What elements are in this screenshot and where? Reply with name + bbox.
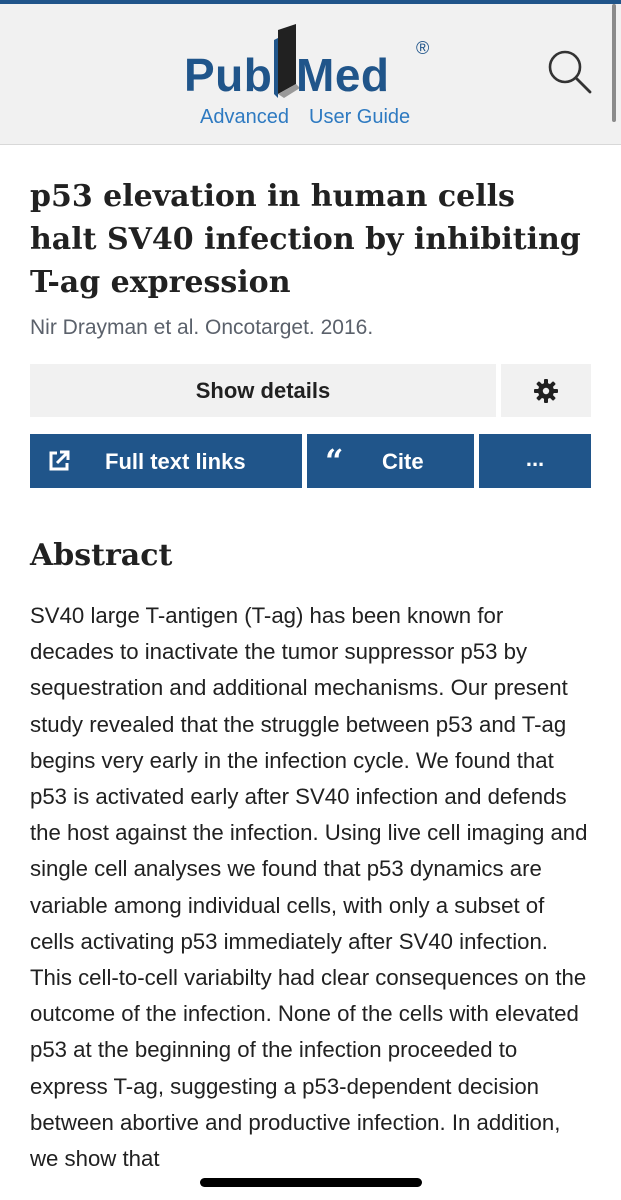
show-details-button[interactable]: Show details <box>30 364 496 417</box>
quote-icon: “ <box>325 442 344 480</box>
search-icon <box>546 48 594 96</box>
article-title: p53 elevation in human cells halt SV40 infection by inhibiting T-ag expression <box>30 179 581 300</box>
home-indicator[interactable] <box>200 1178 422 1187</box>
pubmed-logo[interactable] <box>184 22 444 102</box>
cite-button[interactable] <box>307 434 474 488</box>
cite-label: Cite <box>382 449 424 474</box>
gear-icon <box>534 379 558 403</box>
more-actions-button[interactable]: ... <box>479 434 591 488</box>
article-citation[interactable]: Nir Drayman et al. Oncotarget. 2016. <box>30 316 374 339</box>
abstract-text: SV40 large T-antigen (T-ag) has been known for decades to inactivate the tumor suppressor p53 by sequestration and additional mechanisms. Our present study revealed that the struggle between p53 and T-ag begins very early in the infection cycle. We found that p53 is activated early after SV40 infection and defends the host against the infection. Using live cell imaging and single cell analyses we found that p53 dynamics are variable among individual cells, with only a subset of cells activating p53 immediately after SV40 infection. This cell-to-cell variabilty had clear consequences on the outcome of the infection. None of the cells with elevated p53 at the beginning of the infection proceeded to express T-ag, suggesting a p53-dependent decision between abortive and productive infection. In addition, we show that <box>30 603 588 1172</box>
logo-pub-text: Pub <box>184 49 273 101</box>
registered-mark: ® <box>416 38 430 58</box>
abstract-heading: Abstract <box>30 538 173 573</box>
external-link-icon <box>48 450 70 472</box>
scrollbar[interactable] <box>612 4 616 122</box>
logo-med-text: Med <box>296 49 390 101</box>
full-text-links-label: Full text links <box>105 449 246 474</box>
full-text-links-button[interactable] <box>30 434 302 488</box>
advanced-search-link[interactable]: Advanced <box>200 106 289 128</box>
user-guide-link[interactable]: User Guide <box>309 106 411 128</box>
site-header <box>0 0 621 145</box>
display-options-button[interactable] <box>501 364 591 417</box>
search-button[interactable] <box>546 48 594 96</box>
